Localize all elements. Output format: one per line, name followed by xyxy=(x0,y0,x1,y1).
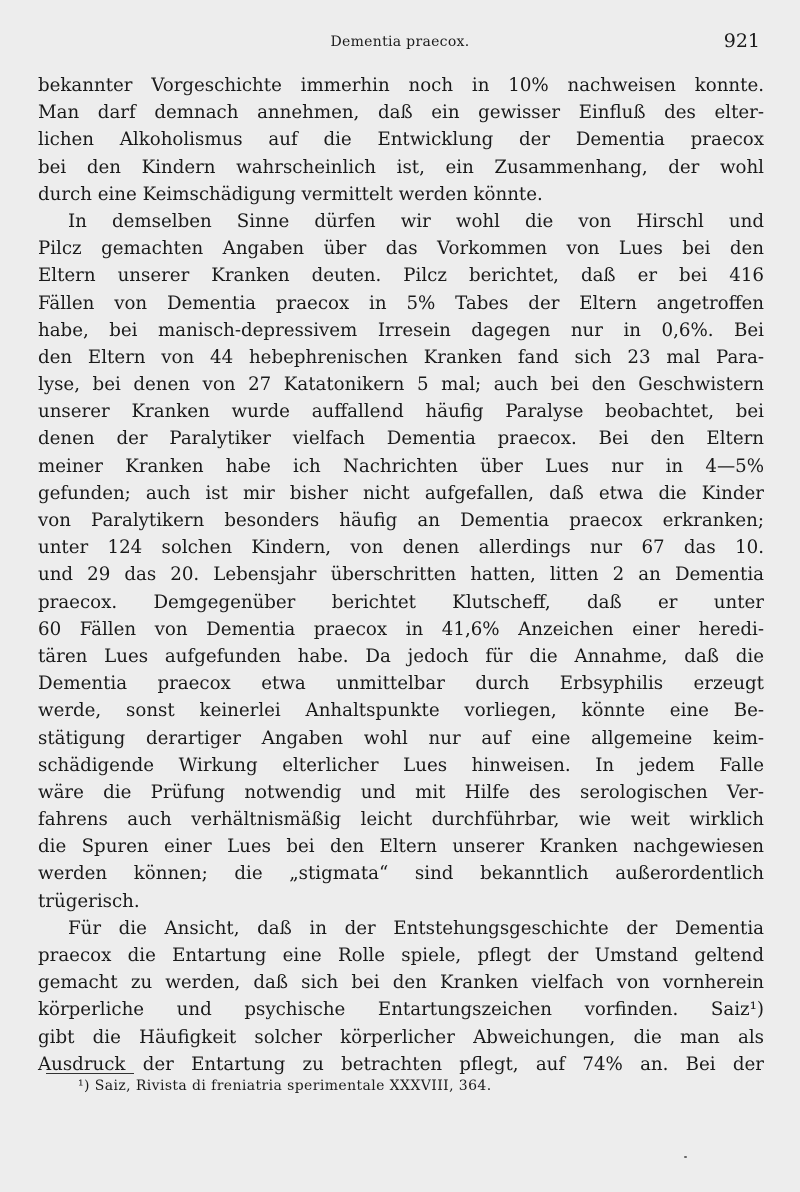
footnote-divider xyxy=(46,1073,134,1074)
text-line: Pilcz gemachten Angaben über das Vorkommen von Lues bei den xyxy=(38,238,764,260)
text-line: trügerisch. xyxy=(38,890,140,912)
text-line: Dementia praecox etwa unmittelbar durch Erbsyphilis erzeugt xyxy=(38,673,764,695)
footnote: ¹) Saiz, Rivista di freniatria sperimentale XXXVIII, 364. xyxy=(78,1078,492,1094)
running-head: Dementia praecox. xyxy=(330,34,470,50)
text-line: unserer Kranken wurde auffallend häufig Paralyse beobachtet, bei xyxy=(38,401,764,423)
body-text xyxy=(38,72,764,1078)
text-line: durch eine Keimschädigung vermittelt werden könnte. xyxy=(38,183,543,205)
text-line: Ausdruck der Entartung zu betrachten pflegt, auf 74% an. Bei der xyxy=(38,1053,764,1075)
text-line: Eltern unserer Kranken deuten. Pilcz berichtet, daß er bei 416 xyxy=(38,265,764,287)
text-line: habe, bei manisch-depressivem Irresein dagegen nur in 0,6%. Bei xyxy=(38,319,764,341)
text-line: lyse, bei denen von 27 Katatonikern 5 mal; auch bei den Geschwistern xyxy=(38,374,764,396)
text-line: gefunden; auch ist mir bisher nicht aufgefallen, daß etwa die Kinder xyxy=(38,482,764,504)
text-line: werde, sonst keinerlei Anhaltspunkte vorliegen, könnte eine Be- xyxy=(38,700,764,722)
text-line: körperliche und psychische Entartungszeichen vorfinden. Saiz¹) xyxy=(38,999,764,1021)
text-line: praecox. Demgegenüber berichtet Klutscheff, daß er unter xyxy=(38,591,764,613)
text-line: die Spuren einer Lues bei den Eltern unserer Kranken nachgewiesen xyxy=(38,836,764,858)
text-line: denen der Paralytiker vielfach Dementia praecox. Bei den Eltern xyxy=(38,428,764,450)
text-line: Fällen von Dementia praecox in 5% Tabes der Eltern angetroffen xyxy=(38,292,764,314)
page-number: 921 xyxy=(723,30,760,52)
text-line: stätigung derartiger Angaben wohl nur auf eine allgemeine keim- xyxy=(38,727,764,749)
text-line: fahrens auch verhältnismäßig leicht durchführbar, wie weit wirklich xyxy=(38,809,764,831)
text-line: lichen Alkoholismus auf die Entwicklung der Dementia praecox xyxy=(38,129,764,151)
paper-speck xyxy=(684,1156,687,1158)
text-line: bekannter Vorgeschichte immerhin noch in 10% nachweisen konnte. xyxy=(38,75,764,96)
text-line: meiner Kranken habe ich Nachrichten über Lues nur in 4—5% xyxy=(38,455,764,477)
text-line: bei den Kindern wahrscheinlich ist, ein Zusammenhang, der wohl xyxy=(38,156,764,178)
text-line: wäre die Prüfung notwendig und mit Hilfe des serologischen Ver- xyxy=(38,781,764,803)
text-line: gibt die Häufigkeit solcher körperlicher Abweichungen, die man als xyxy=(38,1026,764,1048)
text-line: praecox die Entartung eine Rolle spiele, pflegt der Umstand geltend xyxy=(38,945,764,966)
text-line: gemacht zu werden, daß sich bei den Kranken vielfach von vornherein xyxy=(38,972,764,994)
paragraph-start-line: Für die Ansicht, daß in der Entstehungsgeschichte der Dementia xyxy=(68,917,764,939)
text-line: den Eltern von 44 hebephrenischen Kranken fand sich 23 mal Para- xyxy=(38,346,764,368)
text-line: unter 124 solchen Kindern, von denen allerdings nur 67 das 10. xyxy=(38,537,764,559)
text-line: schädigende Wirkung elterlicher Lues hinweisen. In jedem Falle xyxy=(38,754,764,776)
text-line: werden können; die „stigmata“ sind bekanntlich außerordentlich xyxy=(38,863,764,885)
text-line: 60 Fällen von Dementia praecox in 41,6% Anzeichen einer heredi- xyxy=(38,618,764,640)
page-header xyxy=(40,30,760,58)
text-line: Man darf demnach annehmen, daß ein gewisser Einfluß des elter- xyxy=(38,102,764,124)
text-line: tären Lues aufgefunden habe. Da jedoch für die Annahme, daß die xyxy=(38,645,764,667)
text-line: von Paralytikern besonders häufig an Dementia praecox erkranken; xyxy=(38,510,764,531)
paragraph-start-line: In demselben Sinne dürfen wir wohl die von Hirschl und xyxy=(68,210,764,232)
text-line: und 29 das 20. Lebensjahr überschritten hatten, litten 2 an Dementia xyxy=(38,564,764,586)
